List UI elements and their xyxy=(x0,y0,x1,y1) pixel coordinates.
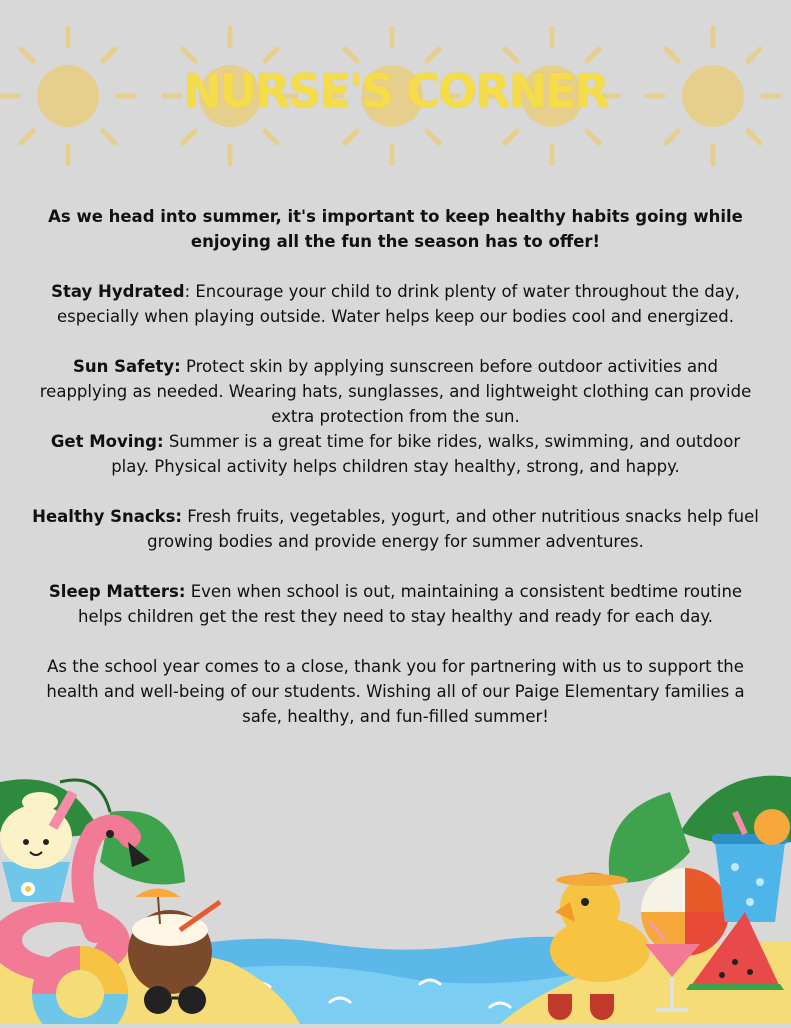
beach-scene xyxy=(0,772,791,1024)
closing-paragraph: As the school year comes to a close, thank you for partnering with us to support the health and well-being of our students. Wishing all of our Paige Elementary families a safe, healthy, and fun-filled summer! xyxy=(46,657,745,726)
rubber-duck-icon xyxy=(550,872,650,982)
section-label: Sun Safety: xyxy=(72,357,181,376)
section-text: Summer is a great time for bike rides, walks, swimming, and outdoor play. Physical activity helps children stay healthy, strong, and happy. xyxy=(111,432,741,476)
section-text: Fresh fruits, vegetables, yogurt, and other nutritious snacks help fuel growing bodies and provide energy for summer adventures. xyxy=(147,507,759,551)
header-banner xyxy=(0,0,791,180)
article-body xyxy=(30,204,761,729)
section-healthy-snacks xyxy=(30,504,761,554)
section-sun-safety xyxy=(30,354,761,429)
section-sleep-matters xyxy=(30,579,761,629)
section-label: Get Moving: xyxy=(50,432,164,451)
section-stay-hydrated xyxy=(30,279,761,329)
section-label: Healthy Snacks: xyxy=(32,507,183,526)
intro-paragraph: As we head into summer, it's important to keep healthy habits going while enjoying all the fun the season has to offer! xyxy=(48,207,743,251)
page-title: NURSE'S CORNER xyxy=(183,64,608,118)
section-get-moving xyxy=(30,429,761,479)
section-text: Protect skin by applying sunscreen before outdoor activities and reapplying as needed. Wearing hats, sunglasses, and lightweight clothing can provide extra protection from the sun. xyxy=(39,357,752,426)
summer-illustration-footer xyxy=(0,772,791,1024)
section-label: Sleep Matters: xyxy=(48,582,186,601)
section-label: Stay Hydrated xyxy=(51,282,185,301)
section-text: Even when school is out, maintaining a consistent bedtime routine helps children get the rest they need to stay healthy and ready for each day. xyxy=(78,582,743,626)
beach-ball-icon xyxy=(641,868,729,956)
section-text: : Encourage your child to drink plenty of water throughout the day, especially when playing outside. Water helps keep our bodies cool and energized. xyxy=(56,282,740,326)
